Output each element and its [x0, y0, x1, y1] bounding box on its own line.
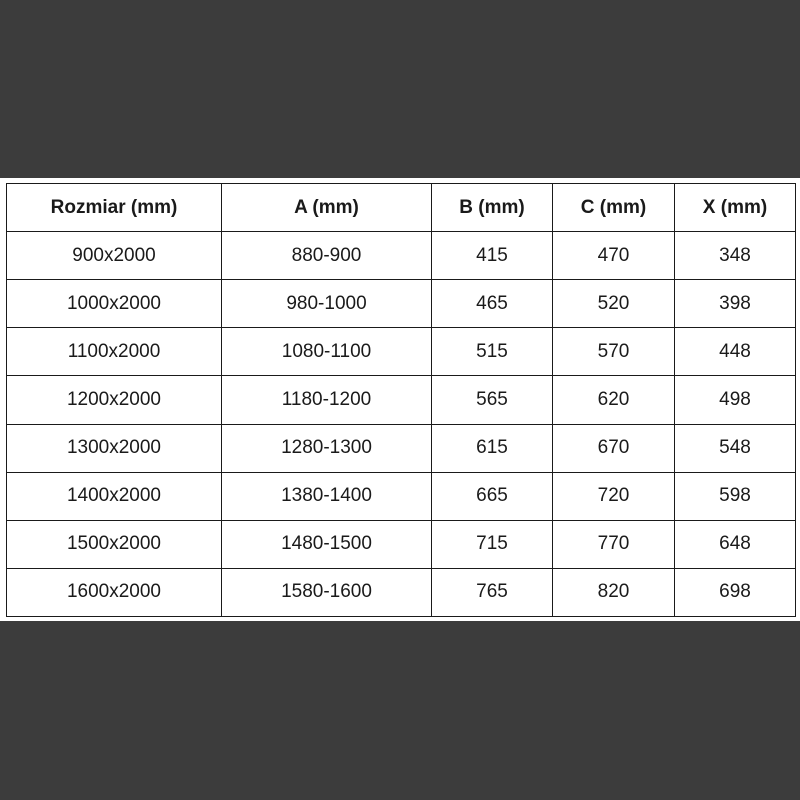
cell-x: 648 [675, 520, 796, 568]
cell-a: 1080-1100 [222, 328, 432, 376]
table-row [7, 472, 796, 520]
cell-size: 1600x2000 [7, 568, 222, 616]
cell-size: 1200x2000 [7, 376, 222, 424]
dimension-sheet [0, 178, 800, 621]
cell-x: 398 [675, 280, 796, 328]
table-row [7, 280, 796, 328]
cell-x: 348 [675, 232, 796, 280]
cell-b: 465 [432, 280, 553, 328]
cell-b: 665 [432, 472, 553, 520]
header-x: X (mm) [675, 184, 796, 232]
table-row [7, 328, 796, 376]
cell-x: 698 [675, 568, 796, 616]
cell-c: 670 [553, 424, 675, 472]
cell-c: 620 [553, 376, 675, 424]
cell-c: 470 [553, 232, 675, 280]
cell-size: 1500x2000 [7, 520, 222, 568]
cell-c: 820 [553, 568, 675, 616]
cell-b: 765 [432, 568, 553, 616]
cell-x: 448 [675, 328, 796, 376]
cell-size: 1100x2000 [7, 328, 222, 376]
cell-x: 598 [675, 472, 796, 520]
cell-c: 570 [553, 328, 675, 376]
cell-size: 1000x2000 [7, 280, 222, 328]
table-row [7, 232, 796, 280]
cell-a: 980-1000 [222, 280, 432, 328]
table-row [7, 520, 796, 568]
cell-c: 720 [553, 472, 675, 520]
cell-b: 415 [432, 232, 553, 280]
cell-b: 565 [432, 376, 553, 424]
header-a: A (mm) [222, 184, 432, 232]
header-c: C (mm) [553, 184, 675, 232]
cell-a: 1480-1500 [222, 520, 432, 568]
cell-x: 548 [675, 424, 796, 472]
header-row [7, 184, 796, 232]
cell-b: 615 [432, 424, 553, 472]
cell-a: 1280-1300 [222, 424, 432, 472]
cell-c: 770 [553, 520, 675, 568]
cell-a: 880-900 [222, 232, 432, 280]
cell-a: 1380-1400 [222, 472, 432, 520]
cell-b: 515 [432, 328, 553, 376]
cell-a: 1180-1200 [222, 376, 432, 424]
table-row [7, 568, 796, 616]
cell-c: 520 [553, 280, 675, 328]
cell-b: 715 [432, 520, 553, 568]
header-b: B (mm) [432, 184, 553, 232]
cell-size: 900x2000 [7, 232, 222, 280]
header-size: Rozmiar (mm) [7, 184, 222, 232]
table-row [7, 424, 796, 472]
table-row [7, 376, 796, 424]
cell-x: 498 [675, 376, 796, 424]
dimension-table [6, 183, 796, 617]
cell-a: 1580-1600 [222, 568, 432, 616]
cell-size: 1400x2000 [7, 472, 222, 520]
cell-size: 1300x2000 [7, 424, 222, 472]
